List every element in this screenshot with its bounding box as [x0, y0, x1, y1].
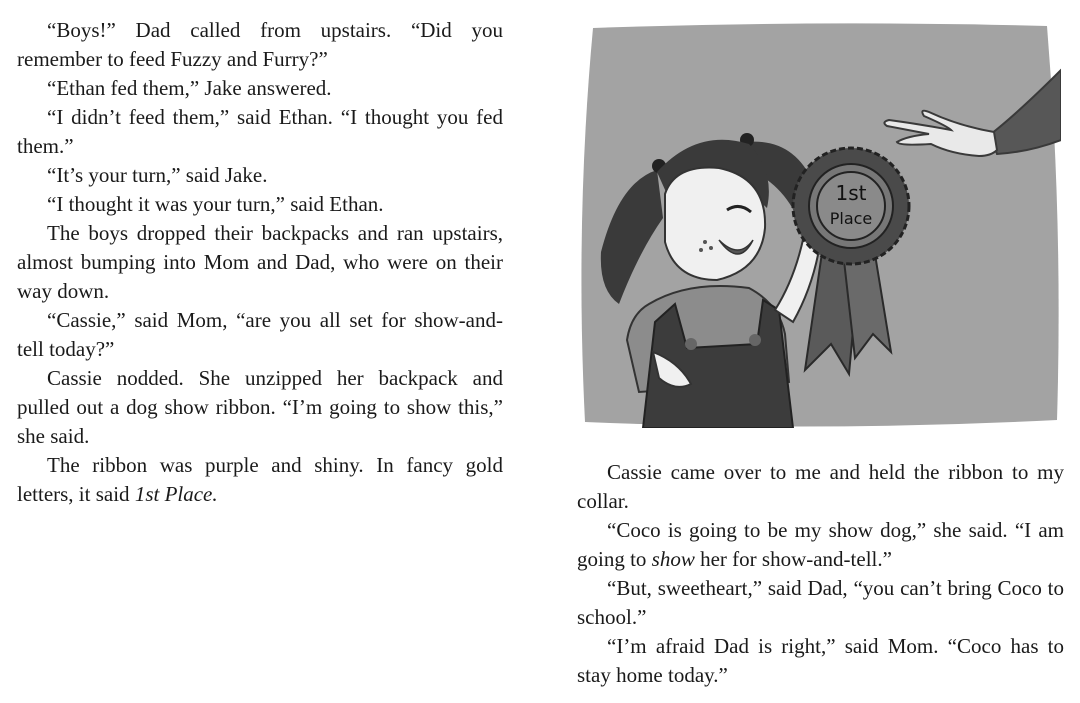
ribbon-text-line2: Place — [829, 209, 873, 228]
paragraph: “Cassie,” said Mom, “are you all set for show-and-tell today?” — [17, 308, 503, 361]
paragraph: Cassie nodded. She unzipped her backpack and pulled out a dog show ribbon. “I’m going to show this,” she said. — [17, 366, 503, 448]
paragraph: “It’s your turn,” said Jake. — [47, 163, 268, 187]
ribbon-text-line1: 1st — [835, 181, 867, 205]
paragraph: The boys dropped their backpacks and ran upstairs, almost bumping into Mom and Dad, who were on their way down. — [17, 221, 503, 303]
paragraph-text: her for show-and-tell.” — [694, 547, 892, 571]
ribbon-label-italic: 1st Place. — [134, 482, 218, 506]
paragraph: “Boys!” Dad called from upstairs. “Did you remember to feed Fuzzy and Furry?” — [17, 18, 503, 71]
paragraph: “But, sweetheart,” said Dad, “you can’t bring Coco to school.” — [577, 576, 1064, 629]
paragraph: “Ethan fed them,” Jake answered. — [47, 76, 332, 100]
left-text-column — [17, 16, 503, 509]
paragraph: Cassie came over to me and held the ribbon to my collar. — [577, 460, 1064, 513]
right-text-column — [577, 458, 1064, 690]
cassie-ribbon-illustration — [579, 22, 1061, 428]
paragraph: “I thought it was your turn,” said Ethan. — [47, 192, 384, 216]
italic-word: show — [651, 547, 695, 571]
paragraph: “I’m afraid Dad is right,” said Mom. “Coco has to stay home today.” — [577, 634, 1064, 687]
paragraph-text: “Coco is going to be my show dog,” she said. “I am going to — [577, 518, 1064, 571]
paragraph — [577, 516, 1064, 574]
paragraph: “I didn’t feed them,” said Ethan. “I thought you fed them.” — [17, 105, 503, 158]
paragraph-text: The ribbon was purple and shiny. In fancy gold letters, it said — [17, 453, 503, 506]
paragraph — [17, 451, 503, 509]
